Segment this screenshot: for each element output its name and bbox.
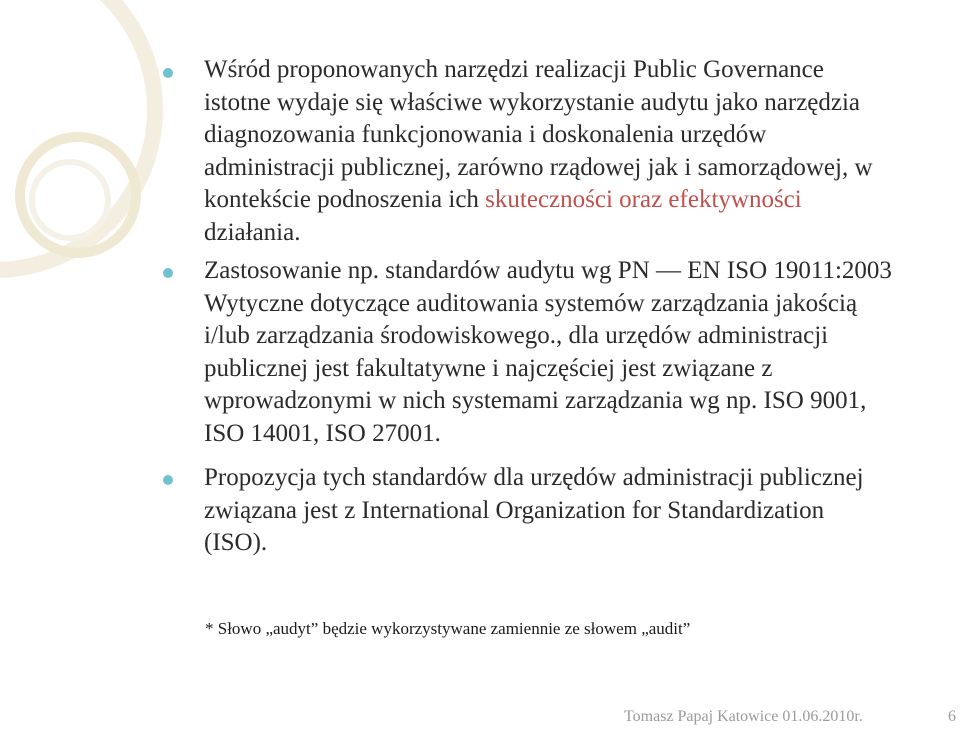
bullet-icon <box>163 475 173 485</box>
text-line: publicznej jest fakultatywne i najczęściej jest związane z <box>204 354 773 382</box>
text-line: diagnozowania funkcjonowania i doskonalenia urzędów <box>204 121 767 149</box>
text-run: kontekście podnoszenia ich <box>204 186 486 214</box>
text-line: istotne wydaje się właściwe wykorzystanie audytu jako narzędzia <box>204 88 861 116</box>
text-line: wprowadzonymi w nich systemami zarządzania wg np. ISO 9001, <box>204 387 867 415</box>
bullet-icon <box>163 68 173 78</box>
footer-author-date: Tomasz Papaj Katowice 01.06.2010r. <box>624 708 863 725</box>
bullet-text-3 <box>204 462 944 560</box>
emphasized-text: skuteczności oraz efektywności <box>485 186 802 214</box>
text-line: Wśród proponowanych narzędzi realizacji Public Governance <box>204 56 824 83</box>
bullet-text-2 <box>204 255 944 451</box>
text-line: (ISO). <box>204 529 268 557</box>
text-line: działania. <box>204 218 301 246</box>
text-line: związana jest z International Organization for Standardization <box>204 496 825 524</box>
text-line: Wytyczne dotyczące auditowania systemów zarządzania jakością <box>204 289 858 317</box>
bullet-icon <box>163 268 173 278</box>
text-line: ISO 14001, ISO 27001. <box>204 419 441 447</box>
text-line <box>204 184 944 217</box>
text-line: i/lub zarządzania środowiskowego., dla urzędów administracji <box>204 322 829 350</box>
bullet-text-1 <box>204 54 944 250</box>
text-line: administracji publicznej, zarówno rządowej jak i samorządowej, w <box>204 153 873 181</box>
text-line: Propozycja tych standardów dla urzędów administracji publicznej <box>204 464 864 491</box>
footnote: * Słowo „audyt” będzie wykorzystywane zamiennie ze słowem „audit” <box>205 619 691 638</box>
text-line: Zastosowanie np. standardów audytu wg PN — EN ISO 19011:2003 <box>204 257 892 284</box>
page-number: 6 <box>948 708 956 725</box>
